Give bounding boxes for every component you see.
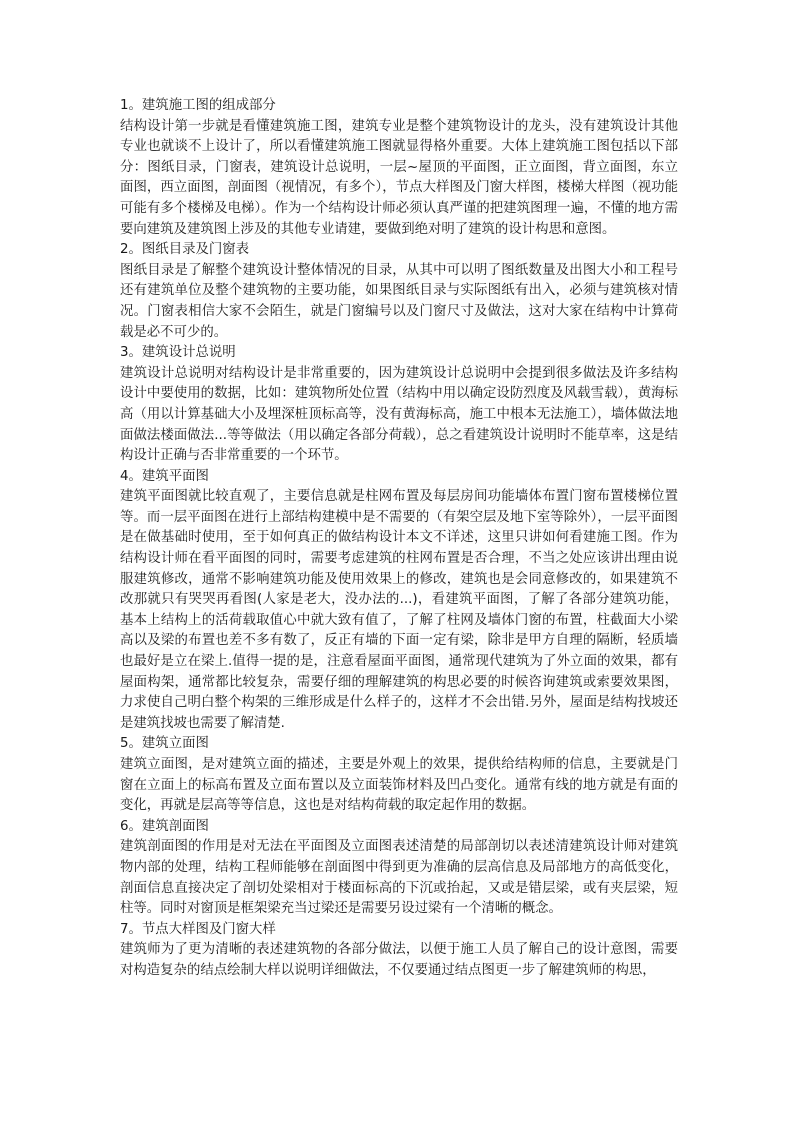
section-paragraph: 建筑平面图就比较直观了，主要信息就是柱网布置及每层房间功能墙体布置门窗布置楼梯位置等。而一层平面图在进行上部结构建模中是不需要的（有架空层及地下室等除外），一层平面图是在做基础时使用，至于如何真正的做结构设计本文不详述，这里只讲如何看建施工图。作为结构设计师在看平面图的同时，需要考虑建筑的柱网布置是否合理，不当之处应该讲出理由说服建筑修改，通常不影响建筑功能及使用效果上的修改，建筑也是会同意修改的，如果建筑不改那就只有哭哭再看图(人家是老大，没办法的...)，看建筑平面图，了解了各部分建筑功能，基本上结构上的活荷载取值心中就大致有值了，了解了柱网及墙体门窗的布置，柱截面大小梁高以及梁的布置也差不多有数了，反正有墙的下面一定有梁，除非是甲方自理的隔断，轻质墙也最好是立在梁上.值得一提的是，注意看屋面平面图，通常现代建筑为了外立面的效果，都有屋面构架，通常都比较复杂，需要仔细的理解建筑的构思必要的时候咨询建筑或索要效果图，力求使自己明白整个构架的三维形成是什么样子的，这样才不会出错.另外，屋面是结构找坡还是建筑找坡也需要了解清楚.	[120, 489, 678, 731]
section-paragraph: 图纸目录是了解整个建筑设计整体情况的目录，从其中可以明了图纸数量及出图大小和工程号还有建筑单位及整个建筑物的主要功能，如果图纸目录与实际图纸有出入，必须与建筑核对情况。门窗表相信大家不会陌生，就是门窗编号以及门窗尺寸及做法，这对大家在结构中计算荷载是必不可少的。	[120, 262, 678, 340]
section-paragraph: 建筑师为了更为清晰的表述建筑物的各部分做法，以便于施工人员了解自己的设计意图，需要对构造复杂的结点绘制大样以说明详细做法，不仅要通过结点图更一步了解建筑师的构思，	[120, 942, 678, 978]
section-heading: 1。建筑施工图的组成部分	[120, 98, 276, 113]
section-1	[120, 96, 678, 240]
section-paragraph: 建筑设计总说明对结构设计是非常重要的，因为建筑设计总说明中会提到很多做法及许多结构设计中要使用的数据，比如：建筑物所处位置（结构中用以确定设防烈度及风载雪载），黄海标高（用以计算基础大小及埋深桩顶标高等，没有黄海标高，施工中根本无法施工），墙体做法地面做法楼面做法...等等做法（用以确定各部分荷载），总之看建筑设计说明时不能草率，这是结构设计正确与否非常重要的一个环节。	[120, 365, 678, 464]
section-5	[120, 734, 678, 816]
section-6	[120, 817, 678, 920]
section-7	[120, 920, 678, 982]
section-heading: 2。图纸目录及门窗表	[120, 242, 250, 258]
section-heading: 5。建筑立面图	[120, 736, 209, 752]
section-paragraph: 结构设计第一步就是看懂建筑施工图，建筑专业是整个建筑物设计的龙头，没有建筑设计其他专业也就谈不上设计了，所以看懂建筑施工图就显得格外重要。大体上建筑施工图包括以下部分：图纸目录，门窗表，建筑设计总说明，一层~屋顶的平面图，正立面图，背立面图，东立面图，西立面图，剖面图（视情况，有多个），节点大样图及门窗大样图，楼梯大样图（视功能可能有多个楼梯及电梯）。作为一个结构设计师必须认真严谨的把建筑图理一遍，不懂的地方需要向建筑及建筑图上涉及的其他专业请建，要做到绝对明了建筑的设计构思和意图。	[120, 118, 678, 237]
section-heading: 6。建筑剖面图	[120, 818, 209, 834]
section-paragraph: 建筑立面图，是对建筑立面的描述，主要是外观上的效果，提供给结构师的信息，主要就是门窗在立面上的标高布置及立面布置以及立面装饰材料及凹凸变化。通常有线的地方就是有面的变化，再就是层高等等信息，这也是对结构荷载的取定起作用的数据。	[120, 757, 678, 814]
section-heading: 7。节点大样图及门窗大样	[120, 921, 276, 937]
section-heading: 4。建筑平面图	[120, 468, 209, 484]
document-page	[120, 96, 678, 982]
section-3	[120, 343, 678, 467]
section-4	[120, 467, 678, 735]
section-heading: 3。建筑设计总说明	[120, 345, 236, 361]
section-paragraph: 建筑剖面图的作用是对无法在平面图及立面图表述清楚的局部剖切以表述清建筑设计师对建筑物内部的处理，结构工程师能够在剖面图中得到更为准确的层高信息及局部地方的高低变化，剖面信息直接决定了剖切处梁相对于楼面标高的下沉或抬起，又或是错层梁，或有夹层梁，短柱等。同时对窗顶是框架梁充当过梁还是需要另设过梁有一个清晰的概念。	[120, 839, 678, 917]
section-2	[120, 240, 678, 343]
